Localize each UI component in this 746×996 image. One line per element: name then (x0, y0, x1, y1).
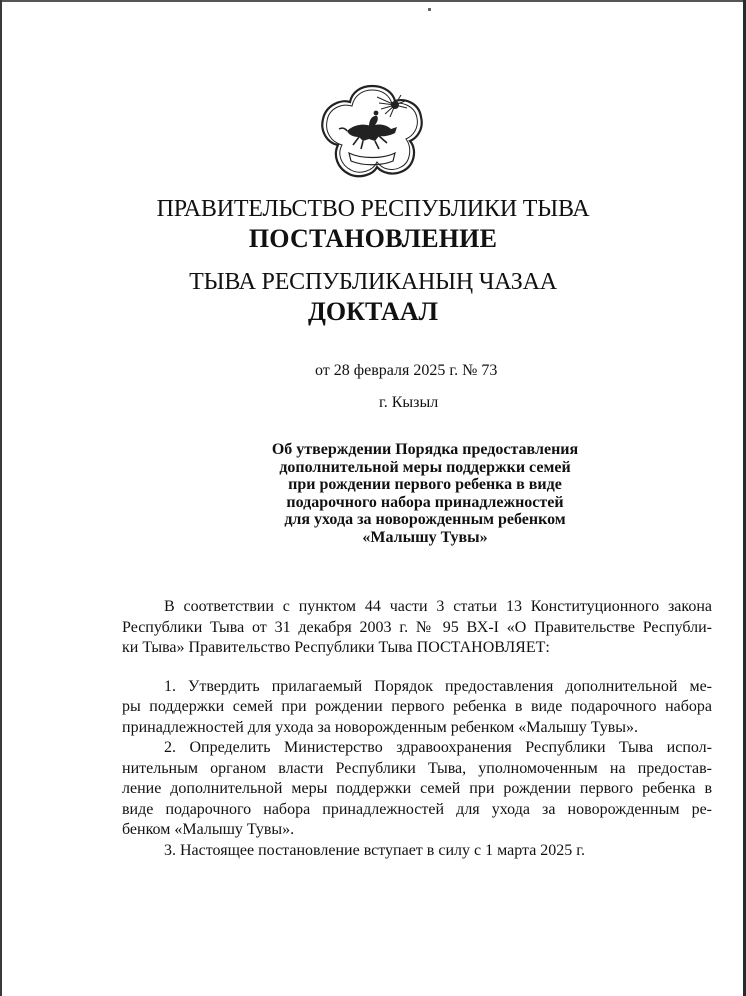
page-left-edge (0, 0, 2, 996)
item-1-paragraph (122, 677, 712, 739)
body-line: нительным органом власти Республики Тыва, уполномоченным на предостав- (122, 759, 712, 777)
page-top-edge (0, 0, 746, 2)
decree-heading-tv: ДОКТААЛ (308, 297, 438, 326)
body-line: виде подарочного набора принадлежностей для ухода за новорожденным ре- (122, 800, 712, 818)
body-line: 1. Утвердить прилагаемый Порядок предоставления дополнительной ме- (164, 677, 712, 695)
title-line: при рождении первого ребенка в виде (288, 476, 562, 494)
preamble-paragraph (122, 597, 712, 659)
tuva-emblem-icon (319, 83, 425, 181)
title-line: для ухода за новорожденным ребенком (284, 511, 566, 529)
decree-body (122, 597, 712, 861)
body-line: ление дополнительной меры поддержки семей при рождении первого ребенка в (122, 780, 712, 797)
title-line: «Малышу Тувы» (362, 528, 488, 546)
decree-date-number: от 28 февраля 2025 г. № 73 (315, 362, 498, 379)
body-line: Республики Тыва от 31 декабря 2003 г. № 95 ВХ-I «О Правительстве Республи- (122, 618, 712, 636)
body-line: ки Тыва» Правительство Республики Тыва ПОСТАНОВЛЯЕТ: (122, 639, 550, 656)
body-line: бенком «Малышу Тувы». (122, 821, 295, 838)
item-3-paragraph (122, 841, 712, 862)
decree-title (200, 441, 650, 547)
title-line: дополнительной меры поддержки семей (279, 458, 571, 476)
item-2-paragraph (122, 738, 712, 841)
body-line: В соответствии с пунктом 44 части 3 статьи 13 Конституционного закона (164, 598, 712, 615)
body-line: ры поддержки семей при рождении первого ребенка в виде подарочного набора (122, 698, 712, 715)
decree-city: г. Кызыл (379, 394, 439, 411)
title-line: подарочного набора принадлежностей (286, 493, 564, 511)
body-line: 3. Настоящее постановление вступает в силу с 1 марта 2025 г. (164, 841, 586, 859)
body-line: принадлежностей для ухода за новорожденным ребенком «Малышу Тувы». (122, 718, 639, 736)
paragraph-gap (122, 659, 712, 677)
body-line: 2. Определить Министерство здравоохранения Республики Тыва испол- (164, 739, 712, 756)
government-title-ru: ПРАВИТЕЛЬСТВО РЕСПУБЛИКИ ТЫВА (156, 196, 590, 222)
government-title-tv: ТЫВА РЕСПУБЛИКАНЫҢ ЧАЗАА (189, 269, 557, 295)
scan-speck (428, 8, 431, 11)
title-line: Об утверждении Порядка предоставления (271, 441, 579, 458)
decree-heading-ru: ПОСТАНОВЛЕНИЕ (248, 224, 498, 253)
